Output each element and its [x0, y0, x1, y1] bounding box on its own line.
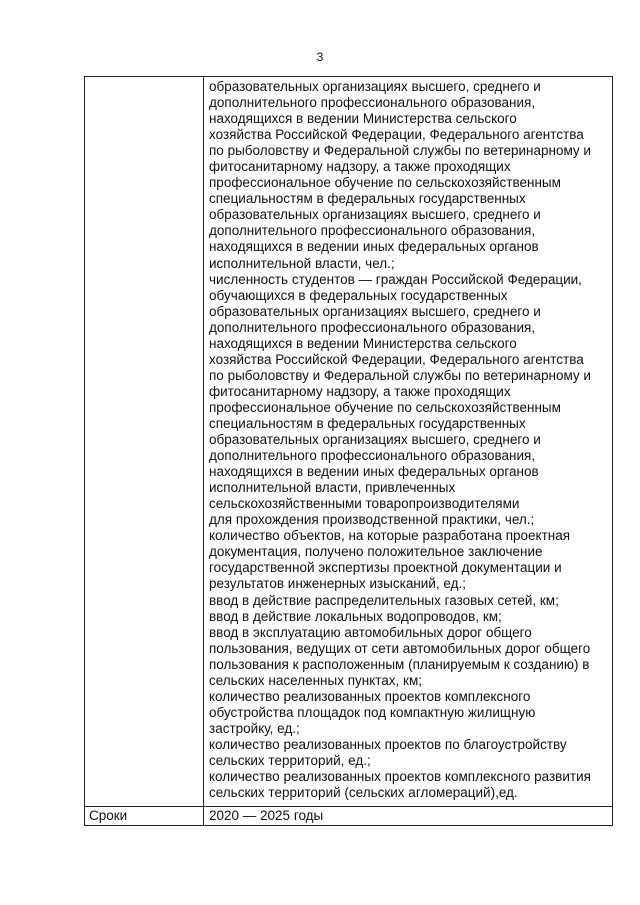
text-line: документация, получено положительное заключение: [209, 544, 543, 560]
text-line: специальностям в федеральных государственных: [209, 415, 526, 431]
text-line: дополнительного профессионального образования,: [209, 95, 536, 111]
text-line: ввод в эксплуатацию автомобильных дорог общего: [209, 624, 532, 640]
text-line: обучающихся в федеральных государственных: [209, 287, 508, 303]
text-line: пользования к расположенным (планируемым к созданию) в: [209, 656, 590, 672]
text-line: образовательных организациях высшего, среднего и: [209, 79, 541, 94]
text-line: образовательных организациях высшего, среднего и: [209, 432, 541, 448]
text-line: дополнительного профессионального образования,: [209, 223, 536, 239]
text-line: исполнительной власти, чел.;: [209, 255, 395, 271]
text-line: находящихся в ведении Министерства сельского: [209, 335, 517, 351]
text-line: ввод в действие локальных водопроводов, км;: [209, 608, 502, 624]
text-line: профессиональное обучение по сельскохозяйственным: [209, 399, 561, 415]
text-line: образовательных организациях высшего, среднего и: [209, 207, 541, 223]
text-line: ввод в действие распределительных газовых сетей, км;: [209, 592, 559, 608]
text-line: находящихся в ведении Министерства сельского: [209, 111, 517, 127]
table-row-terms: [85, 807, 613, 826]
text-line: по рыболовству и Федеральной службы по ветеринарному и: [209, 367, 591, 383]
text-line: сельских территорий (сельских агломераций),ед.: [209, 785, 518, 801]
text-line: специальностям в федеральных государственных: [209, 191, 526, 207]
text-line: сельских населенных пунктах, км;: [209, 672, 422, 688]
text-line: фитосанитарному надзору, а также проходящих: [209, 383, 511, 399]
text-line: количество реализованных проектов комплексного: [209, 688, 531, 704]
row-label-cell: [85, 77, 204, 807]
text-line: государственной экспертизы проектной документации и: [209, 560, 562, 576]
text-line: исполнительной власти, привлеченных: [209, 480, 456, 496]
text-line: количество объектов, на которые разработана проектная: [209, 528, 571, 544]
text-line: хозяйства Российской Федерации, Федерального агентства: [209, 127, 584, 143]
text-line: обустройства площадок под компактную жилищную: [209, 704, 536, 720]
text-line: 2020 — 2025 годы: [209, 808, 324, 823]
text-line: численность студентов — граждан Российской Федерации,: [209, 271, 582, 287]
text-line: количество реализованных проектов комплексного развития: [209, 769, 591, 785]
indicators-cell: [204, 77, 613, 807]
text-line: сельскохозяйственными товаропроизводителями: [209, 496, 520, 512]
text-line: для прохождения производственной практики, чел.;: [209, 512, 535, 528]
text-line: пользования, ведущих от сети автомобильных дорог общего: [209, 640, 591, 656]
text-line: дополнительного профессионального образования,: [209, 448, 536, 464]
text-line: находящихся в ведении иных федеральных органов: [209, 239, 539, 255]
terms-value: [204, 807, 613, 826]
table-row-indicators: [85, 77, 613, 807]
text-line: застройку, ед.;: [209, 720, 300, 736]
text-line: по рыболовству и Федеральной службы по ветеринарному и: [209, 143, 591, 159]
text-line: находящихся в ведении иных федеральных органов: [209, 464, 539, 480]
text-line: сельских территорий, ед.;: [209, 752, 371, 768]
terms-label: Сроки: [85, 807, 204, 826]
text-line: количество реализованных проектов по благоустройству: [209, 736, 567, 752]
text-line: хозяйства Российской Федерации, Федерального агентства: [209, 351, 584, 367]
text-line: образовательных организациях высшего, среднего и: [209, 303, 541, 319]
text-line: профессиональное обучение по сельскохозяйственным: [209, 175, 561, 191]
text-line: результатов инженерных изысканий, ед.;: [209, 576, 466, 592]
text-line: дополнительного профессионального образования,: [209, 319, 536, 335]
document-table: [84, 76, 613, 826]
page-number: 3: [316, 50, 324, 64]
text-line: фитосанитарному надзору, а также проходящих: [209, 159, 511, 175]
